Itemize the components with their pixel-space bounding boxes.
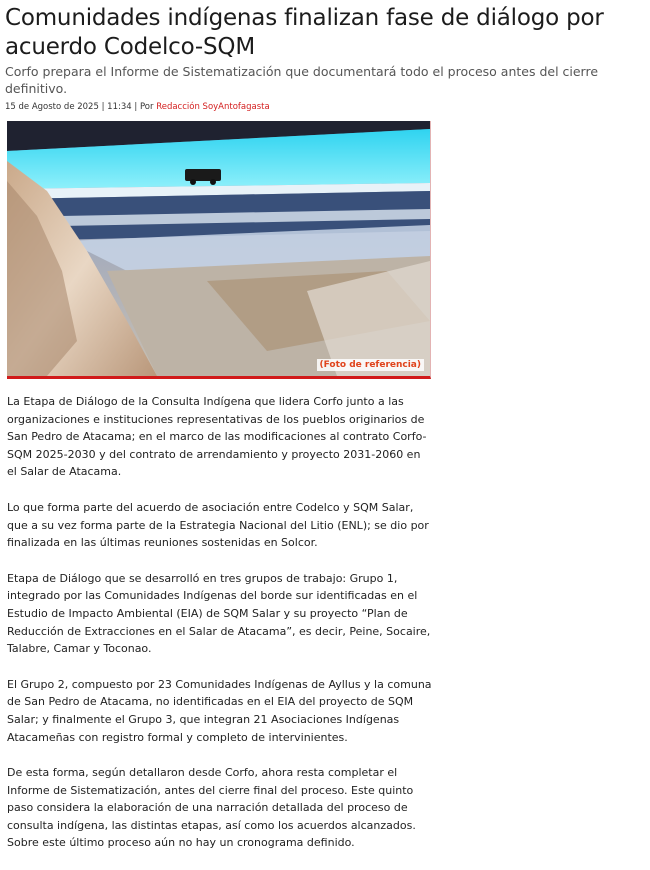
article-paragraph: Etapa de Diálogo que se desarrolló en tres grupos de trabajo: Grupo 1, integrado por las Comunidades Indígenas del borde sur identificadas en el Estudio de Impacto Ambiental (EIA) de SQM Salar y su proyecto “Plan de Reducción de Extracciones en el Salar de Atacama”, es decir, Peine, Socaire, Talabre, Camar y Toconao. — [7, 571, 431, 656]
article-photo — [7, 121, 431, 379]
article-meta — [5, 101, 270, 113]
photo-caption: (Foto de referencia) — [317, 359, 425, 371]
author-link[interactable]: Redacción SoyAntofagasta — [156, 102, 270, 112]
meta-separator: | — [101, 102, 108, 112]
article-subtitle: Corfo prepara el Informe de Sistematización que documentará todo el proceso antes del cierre definitivo. — [5, 64, 599, 96]
article-paragraph: El Grupo 2, compuesto por 23 Comunidades Indígenas de Ayllus y la comuna de San Pedro de Atacama, no identificadas en el EIA del proyecto de SQM Salar; y finalmente el Grupo 3, que integran 21 Asociaciones Indígenas Atacameñas con registro formal y completo de intervinientes. — [7, 677, 432, 744]
article-headline: Comunidades indígenas finalizan fase de diálogo por acuerdo Codelco-SQM — [5, 5, 604, 60]
article-time: 11:34 — [107, 102, 132, 112]
meta-separator: | — [134, 102, 140, 112]
article-date: 15 de Agosto de 2025 — [5, 102, 99, 112]
by-prefix: Por — [139, 102, 154, 112]
article-body — [7, 393, 432, 870]
article-paragraph: De esta forma, según detallaron desde Corfo, ahora resta completar el Informe de Sistematización, antes del cierre final del proceso. Este quinto paso considera la elaboración de una narración detallada del proceso de consulta indígena, las distintas etapas, así como los acuerdos alcanzados. Sobre este último proceso aún no hay un cronograma definido. — [7, 766, 416, 850]
article-paragraph: Lo que forma parte del acuerdo de asociación entre Codelco y SQM Salar, que a su vez forma parte de la Estrategia Nacional del Litio (ENL); se dio por finalizada en las últimas reuniones sostenidas en Solcor. — [7, 500, 429, 550]
article-paragraph: La Etapa de Diálogo de la Consulta Indígena que lidera Corfo junto a las organizaciones e instituciones representativas de los pueblos originarios de San Pedro de Atacama; en el marco de las modificaciones al contrato Corfo-SQM 2025-2030 y del contrato de arrendamiento y proyecto 2031-2060 en el Salar de Atacama. — [7, 395, 427, 479]
salt-flat-photo — [7, 121, 430, 376]
